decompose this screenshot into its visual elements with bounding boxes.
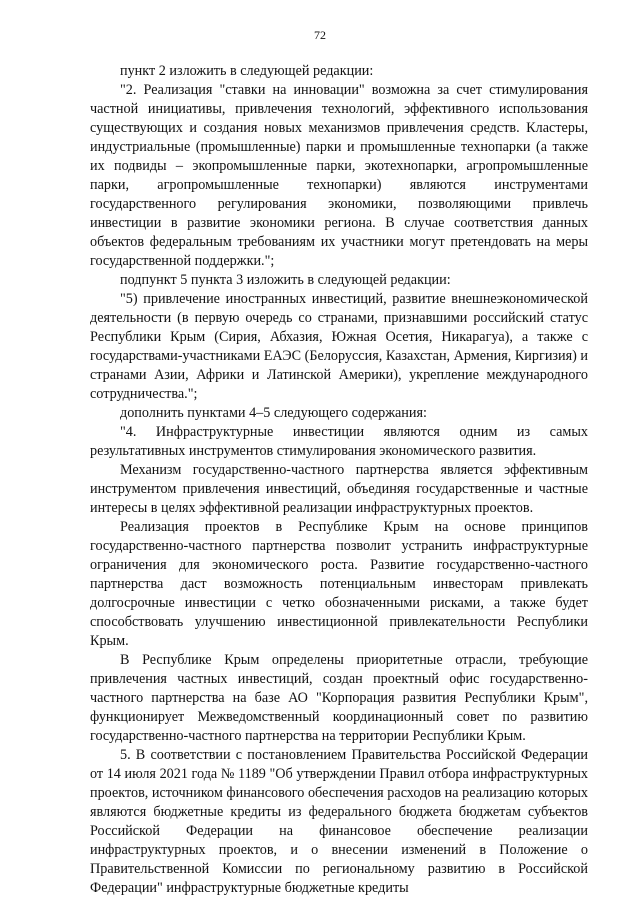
paragraph-add-points: дополнить пунктами 4–5 следующего содержания: <box>120 405 427 421</box>
paragraph-ppp-mechanism: Механизм государственно-частного партнерства является эффективным инструментом привлечения инвестиций, объединяя государственные и частные интересы в целях эффективной реализации инфраструктурных проектов. <box>90 462 588 516</box>
paragraph-amend-point-2: пункт 2 изложить в следующей редакции: <box>120 63 374 79</box>
paragraph-ppp-projects: Реализация проектов в Республике Крым на основе принципов государственно-частного партнерства позволит устранить инфраструктурные ограничения для экономического роста. Развитие государственно-частного партнерства даст возможность потенциальным инвесторам привлекать долгосрочные инвестиции с четко обозначенными рисками, а также будет способствовать улучшению инвестиционной привлекательности Республики Крым. <box>90 519 588 649</box>
paragraph-point-2-text: "2. Реализация "ставки на инновации" возможна за счет стимулирования частной инициативы, привлечения технологий, эффективного использования существующих и создания новых механизмов привлечения средств. Кластеры, индустриальные (промышленные) парки и промышленные технопарки (а также их подвиды – экопромышленные парки, экотехнопарки, агропромышленные парки, агропромышленные технопарки) являются инструментами государственного регулирования экономики, позволяющими привлечь инвестиции в развитие экономики региона. В случае соответствия данных объектов федеральным требованиям их участники могут претендовать на меры государственной поддержки."; <box>90 82 588 269</box>
paragraph-point-5-text: 5. В соответствии с постановлением Правительства Российской Федерации от 14 июля 2021 года № 1189 "Об утверждении Правил отбора инфраструктурных проектов, источником финансового обеспечения расходов на реализацию которых являются бюджетные кредиты из федерального бюджета бюджетам субъектов Российской Федерации на финансовое обеспечение реализации инфраструктурных проектов, и о внесении изменений в Положение о Правительственной Комиссии по региональному развитию в Российской Федерации" инфраструктурные бюджетные кредиты <box>90 747 588 896</box>
paragraph-point-4-text: "4. Инфраструктурные инвестиции являются одним из самых результативных инструментов стимулирования экономического развития. <box>90 424 588 459</box>
page-number: 72 <box>314 28 326 42</box>
paragraph-priority-sectors: В Республике Крым определены приоритетные отрасли, требующие привлечения частных инвестиций, создан проектный офис государственно-частного партнерства на базе АО "Корпорация развития Республики Крым", функционирует Межведомственный координационный совет по развитию государственно-частного партнерства на территории Республики Крым. <box>90 652 588 744</box>
document-body <box>90 62 588 898</box>
paragraph-amend-subpoint-5: подпункт 5 пункта 3 изложить в следующей редакции: <box>120 272 451 288</box>
paragraph-subpoint-5-text: "5) привлечение иностранных инвестиций, развитие внешнеэкономической деятельности (в первую очередь со странами, признавшими российский статус Республики Крым (Сирия, Абхазия, Южная Осетия, Никарагуа), а также с государствами-участниками ЕАЭС (Белоруссия, Казахстан, Армения, Киргизия) и странами Азии, Африки и Латинской Америки), укрепление международного сотрудничества."; <box>90 291 588 402</box>
